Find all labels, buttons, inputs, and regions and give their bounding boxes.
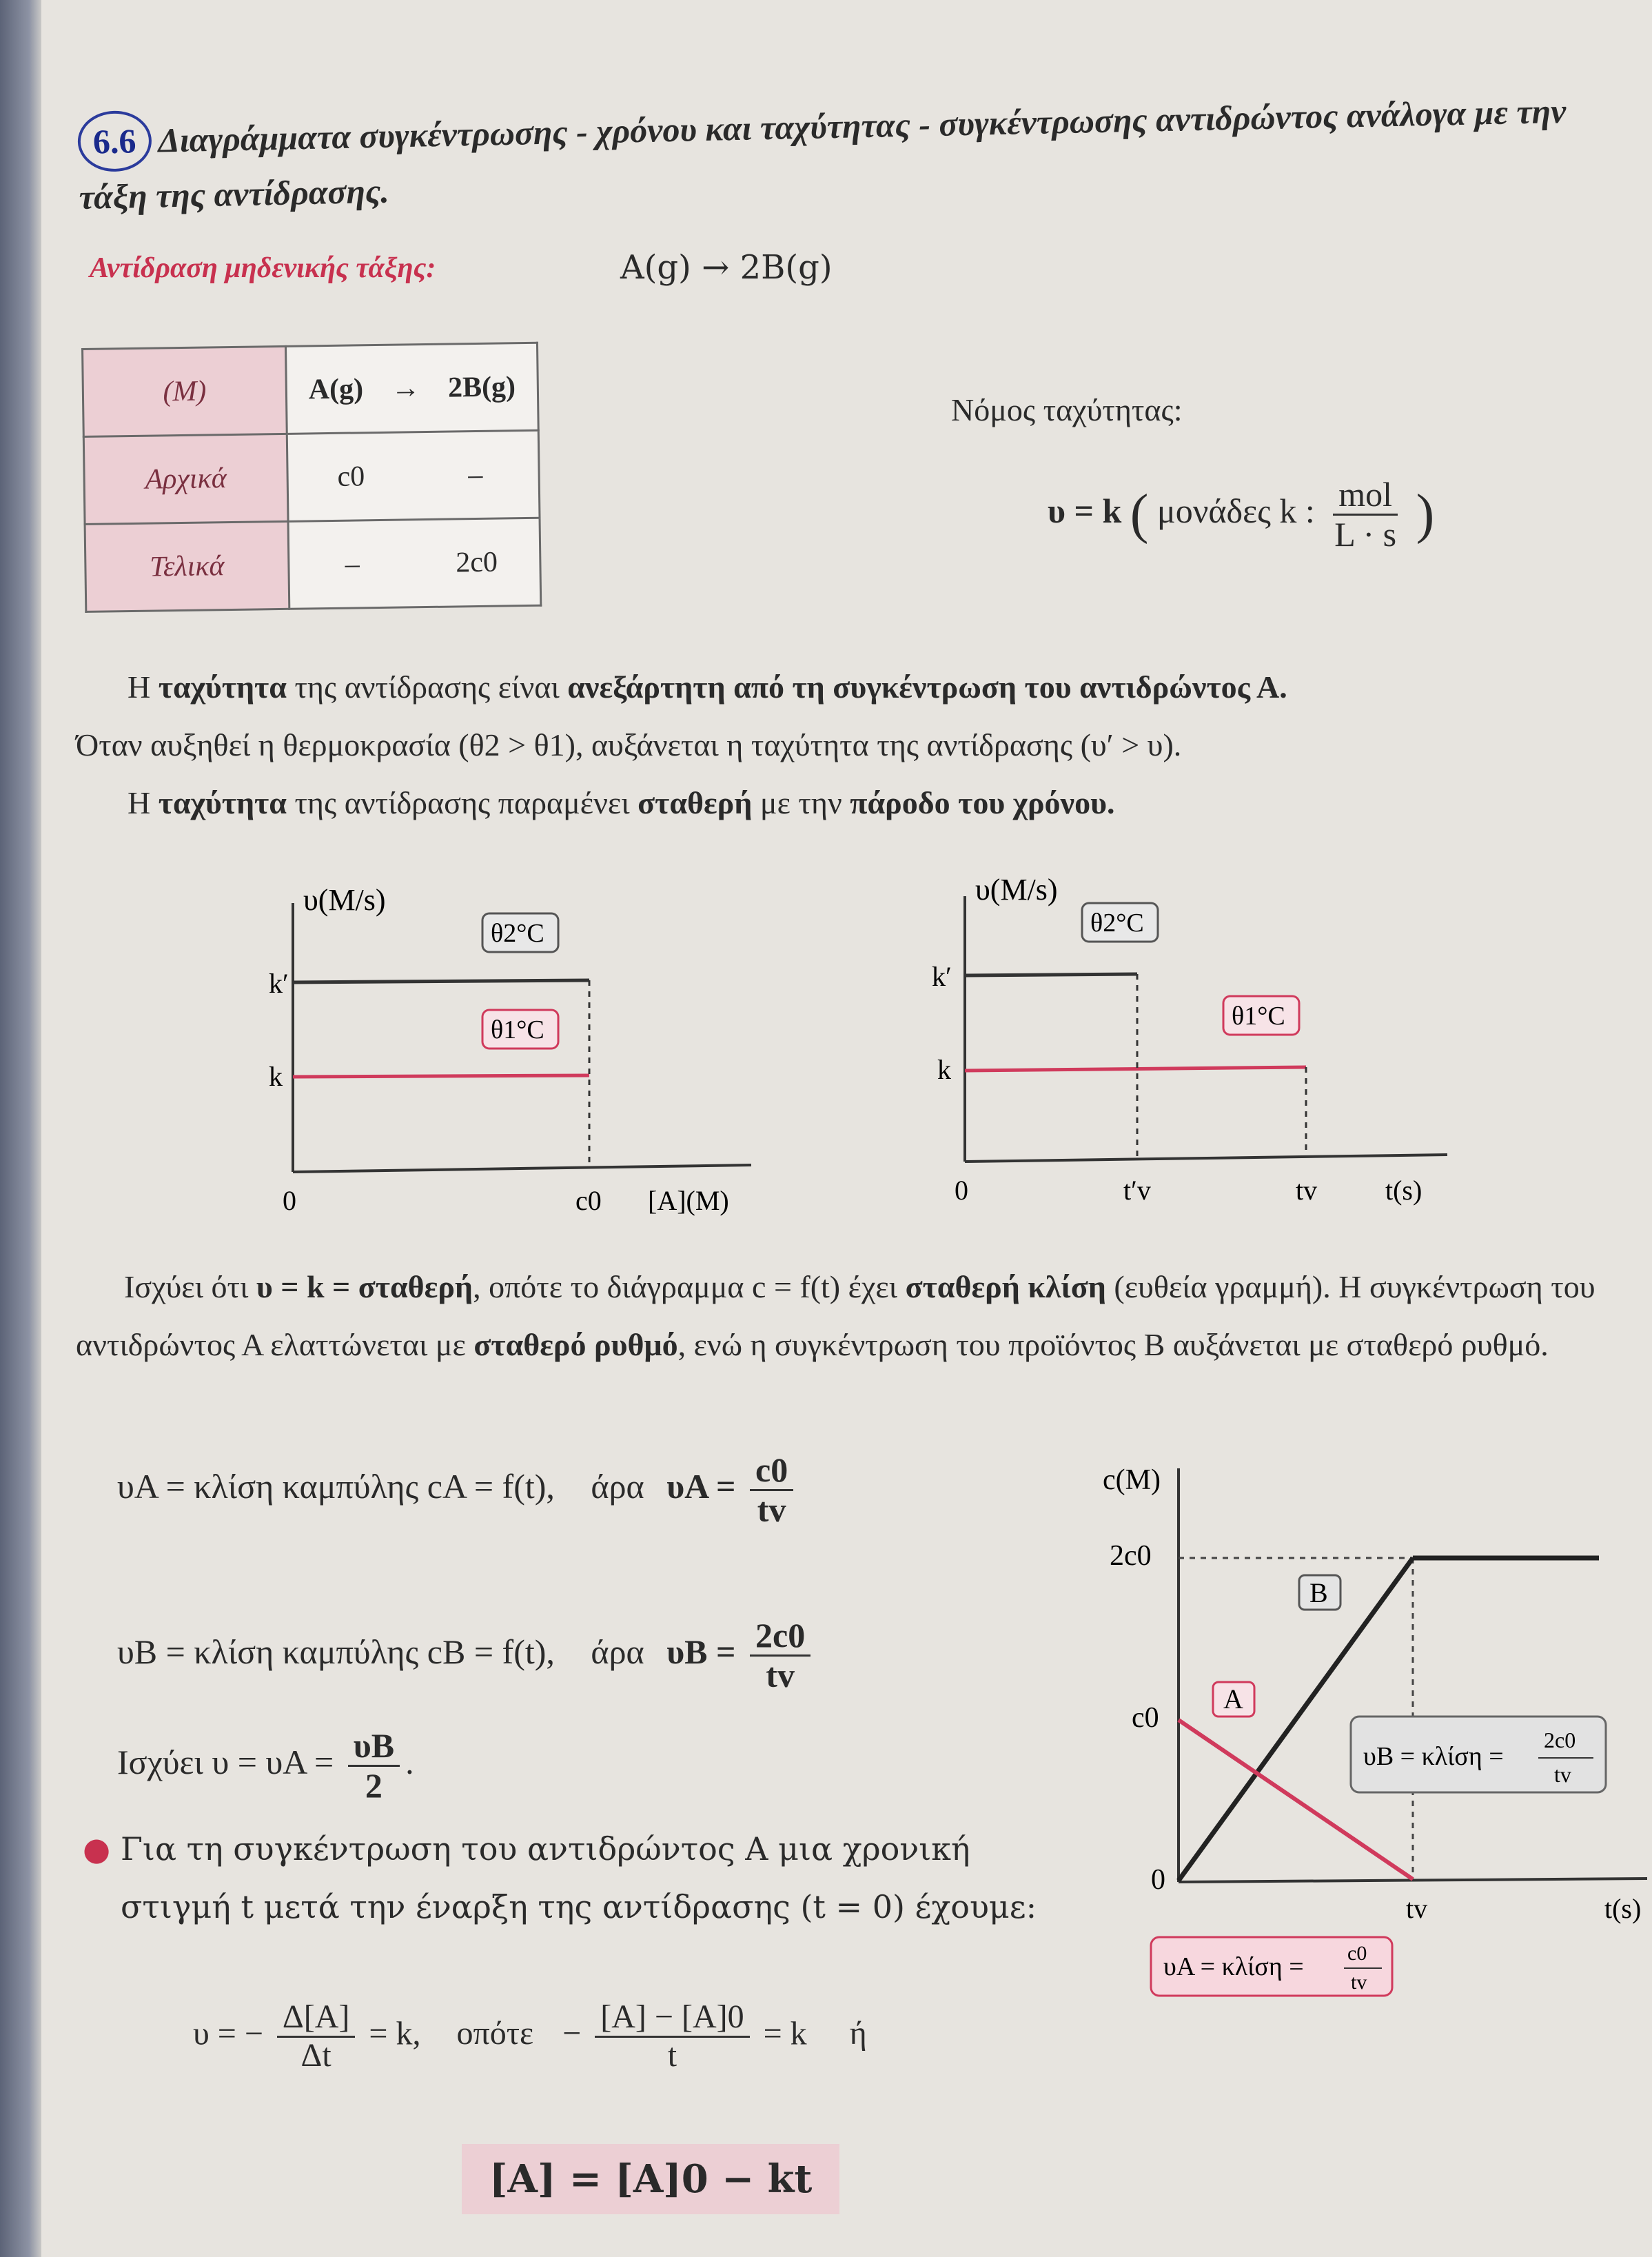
text: υ = −	[193, 2015, 263, 2052]
table-row	[83, 343, 539, 436]
table-header-cell	[285, 343, 538, 434]
text: οπότε	[456, 2015, 534, 2052]
text: [A] − [A]0	[595, 1999, 749, 2038]
formula-vB	[117, 1617, 816, 1694]
fraction	[750, 1451, 793, 1529]
concentration-vs-time-graph	[1103, 1455, 1652, 1999]
text: (ευθεία γραμμή). Η συγκέντρωση του αντιδρώντος Α ελαττώνεται με	[76, 1269, 1595, 1362]
callout-B-den: tv	[1554, 1762, 1571, 1787]
text: υ = k = σταθερή	[256, 1269, 473, 1304]
fraction	[595, 1999, 749, 2074]
text: με την	[759, 785, 842, 820]
xtick-tv: tv	[1296, 1175, 1318, 1206]
text: tv	[757, 1490, 786, 1529]
rate-law-label: Νόμος ταχύτητας:	[951, 392, 1183, 427]
table-header-a: A(g)	[308, 373, 364, 406]
section-title: Διαγράμματα συγκέντρωσης - χρόνου και ταχύτητας - συγκέντρωσης αντιδρώντος ανάλογα με την τάξη της αντίδρασης.	[79, 91, 1567, 216]
section-number: 6.6	[77, 110, 152, 172]
x-axis-label: [A](M)	[648, 1185, 729, 1216]
line-theta2	[965, 974, 1137, 975]
text: σταθερή	[638, 785, 753, 820]
text: 2	[365, 1766, 383, 1805]
text: Η	[128, 785, 151, 820]
text: c0	[750, 1451, 793, 1491]
text: ή	[849, 2015, 867, 2052]
text: t	[667, 2036, 677, 2074]
xtick-tv-prime: t′v	[1123, 1175, 1151, 1206]
cell-b: 2c0	[456, 546, 498, 579]
line-theta1	[293, 1075, 589, 1077]
bullet-item	[83, 1820, 1037, 1936]
origin-label: 0	[955, 1175, 968, 1206]
text: Η	[128, 669, 151, 705]
cell-b: –	[468, 458, 483, 492]
text: σταθερή κλίση	[905, 1269, 1106, 1304]
y-axis-label: υ(M/s)	[975, 873, 1058, 907]
text: της αντίδρασης είναι	[294, 669, 560, 705]
units-den: L · s	[1334, 515, 1397, 554]
text: 2c0	[750, 1617, 810, 1657]
row-label: Αρχικά	[83, 434, 288, 524]
formula-vA	[117, 1451, 799, 1529]
label-B: B	[1309, 1577, 1328, 1608]
units-label: μονάδες k :	[1156, 491, 1315, 530]
text: ανεξάρτητη	[567, 669, 726, 705]
fraction	[277, 1999, 356, 2074]
x-axis-label: t(s)	[1385, 1175, 1422, 1206]
rate-vs-concentration-graph	[227, 862, 793, 1234]
formula-relation: Ισχύει υ = υA = $\frac{\upsilon B}{2}$ .	[117, 1726, 414, 1805]
text: υB	[348, 1727, 400, 1767]
text: Όταν αυξηθεί η θερμοκρασία (θ2 > θ1), αυξάνεται η ταχύτητα της αντίδρασης (υ′ > υ).	[76, 727, 1182, 762]
text: ταχύτητα	[158, 669, 287, 705]
origin-label: 0	[1151, 1864, 1165, 1896]
reaction-equation: A(g) → 2B(g)	[620, 248, 833, 287]
text: , ενώ η συγκέντρωση του προϊόντος Β αυξάνεται με σταθερό ρυθμό.	[677, 1327, 1549, 1362]
line-theta1	[965, 1067, 1306, 1071]
text: Δ[A]	[277, 1999, 356, 2038]
label-A: A	[1223, 1683, 1243, 1714]
text: πάροδο του χρόνου.	[850, 785, 1115, 820]
table-cell	[287, 430, 540, 521]
table-header-arrow: →	[391, 372, 420, 405]
subheading-label: Αντίδραση μηδενικής τάξης:	[90, 252, 436, 284]
y-axis-label: c(M)	[1103, 1464, 1161, 1496]
section-heading	[77, 79, 1616, 222]
text: Δt	[300, 2036, 332, 2074]
text: tv	[766, 1656, 795, 1694]
x-axis	[293, 1165, 751, 1172]
derivation	[193, 1999, 867, 2074]
text: υB =	[666, 1632, 736, 1671]
text: ταχύτητα	[158, 785, 287, 820]
table-row	[83, 430, 540, 524]
table-cell	[288, 518, 541, 609]
cell-a: c0	[337, 460, 365, 493]
text: = k,	[369, 2015, 421, 2052]
rate-law-equation: υ = k ( μονάδες k : $\frac{\text{mol}}{L \cdot s}$ )	[1048, 475, 1435, 554]
y-axis-label: υ(M/s)	[303, 883, 386, 917]
paragraph-2	[76, 1258, 1620, 1374]
line-theta2	[293, 980, 589, 982]
units-fraction	[1329, 476, 1402, 554]
callout-A-text: υA = κλίση =	[1163, 1952, 1304, 1981]
text: υA = κλίση καμπύλης cA = f(t),	[117, 1466, 555, 1506]
tag-theta2-text: θ2°C	[491, 919, 544, 948]
ytick-kprime: k′	[932, 961, 952, 992]
text: Ισχύει ότι	[124, 1269, 249, 1304]
callout-B-text: υB = κλίση =	[1363, 1742, 1504, 1771]
bullet-text: Για τη συγκέντρωση του αντιδρώντος Α μια χρονική στιγμή t μετά την έναρξη της αντίδρασης (t = 0) έχουμε:	[121, 1830, 1037, 1925]
stoichiometry-table	[81, 342, 542, 613]
text: −	[562, 2015, 582, 2052]
units-num: mol	[1333, 476, 1398, 516]
tag-theta1-text: θ1°C	[1232, 1002, 1285, 1031]
text: άρα	[591, 1466, 644, 1506]
row-label: Τελικά	[85, 521, 289, 611]
table-header-b: 2B(g)	[447, 371, 516, 404]
bullet-dot-icon: ●	[83, 1830, 111, 1868]
rate-equation: υ = k	[1048, 491, 1122, 530]
x-axis-label: t(s)	[1604, 1893, 1642, 1924]
text: από τη συγκέντρωση του αντιδρώντος Α.	[733, 669, 1287, 705]
x-axis	[965, 1155, 1447, 1162]
origin-label: 0	[283, 1185, 296, 1216]
ytick-k: k	[937, 1054, 951, 1085]
text: υB = κλίση καμπύλης cB = f(t),	[117, 1632, 555, 1671]
text: άρα	[591, 1632, 644, 1671]
xtick-c0: c0	[575, 1185, 602, 1216]
tag-theta1-text: θ1°C	[491, 1015, 544, 1044]
rate-vs-time-graph	[889, 858, 1496, 1231]
callout-B-num: 2c0	[1544, 1728, 1576, 1752]
text: σταθερό ρυθμό	[473, 1327, 678, 1362]
cell-a: –	[345, 548, 360, 580]
final-equation: [A] = [A]0 − kt	[462, 2144, 839, 2214]
text: Ισχύει υ = υA =	[117, 1742, 334, 1781]
ytick-2c0: 2c0	[1110, 1540, 1152, 1572]
text: υA =	[666, 1466, 736, 1506]
callout-A-num: c0	[1347, 1942, 1367, 1965]
xtick-tv: tv	[1406, 1893, 1428, 1924]
ytick-k: k	[269, 1061, 283, 1092]
fraction	[750, 1617, 810, 1694]
table-row	[85, 518, 541, 611]
book-spine-shadow	[0, 0, 41, 2257]
table-header-cell: (M)	[83, 346, 287, 436]
ytick-c0: c0	[1132, 1702, 1159, 1734]
fraction	[348, 1727, 400, 1805]
paragraph-1	[76, 658, 1620, 832]
text: της αντίδρασης παραμένει	[294, 785, 630, 820]
text: , οπότε το διάγραμμα c = f(t) έχει	[473, 1269, 898, 1304]
ytick-kprime: k′	[269, 968, 289, 999]
text: = k	[763, 2015, 807, 2052]
callout-A-den: tv	[1351, 1971, 1367, 1994]
tag-theta2-text: θ2°C	[1090, 909, 1144, 938]
